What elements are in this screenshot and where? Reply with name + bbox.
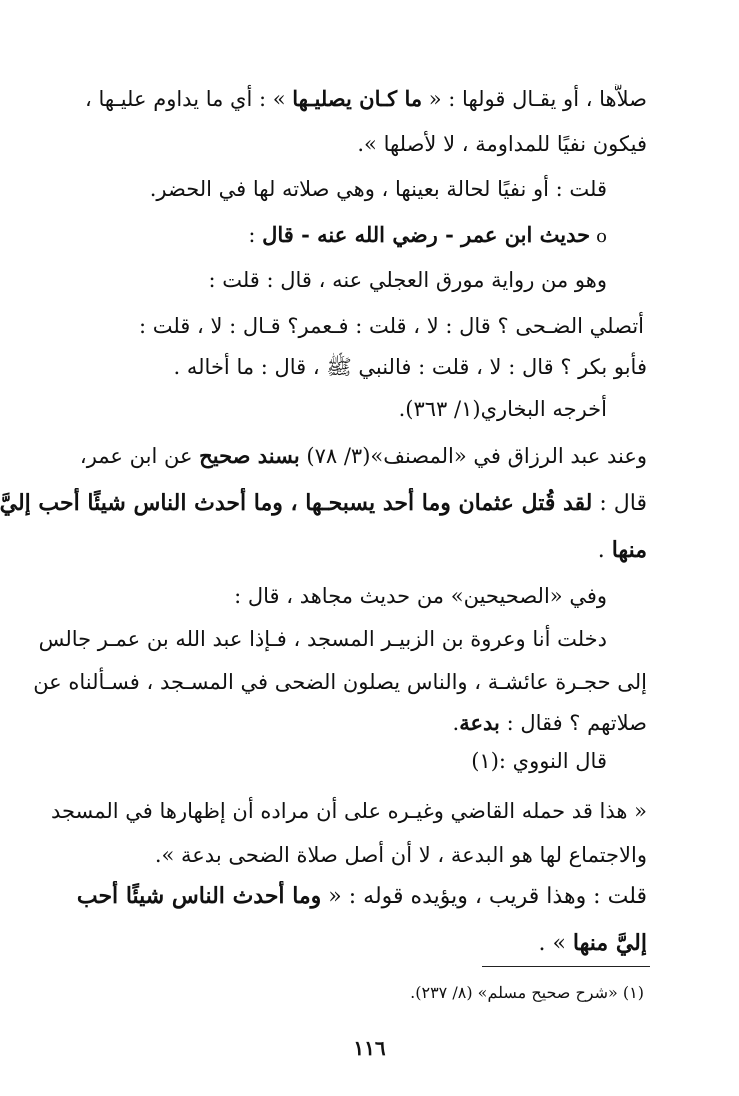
text-line-20: إليَّ منها » . [538, 930, 647, 956]
text-line-3: قلت : أو نفيًا لحالة بعينها ، وهي صلاته لها في الحضر. [149, 177, 607, 201]
section-heading: oحديث ابن عمر - رضي الله عنه - قال : [248, 222, 607, 247]
text-line-12: وفي «الصحيحين» من حديث مجاهد ، قال : [234, 584, 607, 608]
text-line-2: فيكون نفيًا للمداومة ، لا لأصلها ». [357, 132, 647, 156]
text-line-8: أخرجه البخاري(١/ ٣٦٣). [398, 397, 607, 421]
text-line-11: منها . [597, 537, 647, 563]
footnote: (١) «شرح صحيح مسلم» (٨/ ٢٣٧). [410, 983, 644, 1002]
text-line-13: دخلت أنا وعروة بن الزبيـر المسجد ، فـإذا عبد الله بن عمـر جالس [38, 627, 607, 651]
text-line-16: قال النووي :(١) [471, 749, 607, 773]
text-line-19: قلت : وهذا قريب ، ويؤيده قوله : « وما أحدث الناس شيئًا أحب [76, 883, 647, 909]
text-line-18: والاجتماع لها هو البدعة ، لا أن أصل صلاة الضحى بدعة ». [154, 843, 647, 867]
text-line-6: أتصلي الضـحى ؟ قال : لا ، قلت : فـعمر؟ قـال : لا ، قلت : [138, 314, 644, 338]
hollow-bullet-icon: o [596, 226, 607, 247]
text-line-5: وهو من رواية مورق العجلي عنه ، قال : قلت : [208, 268, 607, 292]
text-line-15: صلاتهم ؟ فقال : بدعة. [452, 710, 647, 735]
text-line-17: « هذا قد حمله القاضي وغيـره على أن مراده أن إظهارها في المسجد [50, 799, 647, 823]
footnote-separator [482, 966, 650, 967]
text-line-10: قال : لقد قُتل عثمان وما أحد يسبحـها ، وما أحدث الناس شيئًا أحب إليَّ [0, 490, 647, 516]
text-line-1: صلاَّها ، أو يقـال قولها : « ما كـان يصليـها » : أي ما يداوم عليـها ، [85, 86, 647, 111]
text-line-7: فأبو بكر ؟ قال : لا ، قلت : فالنبي ﷺ ، قال : ما أخاله . [173, 355, 647, 379]
page-number: ١١٦ [353, 1036, 386, 1060]
text-line-9: وعند عبد الرزاق في «المصنف»(٣/ ٧٨) بسند صحيح عن ابن عمر، [79, 443, 647, 468]
text-line-14: إلى حجـرة عائشـة ، والناس يصلون الضحى في المسـجد ، فسـألناه عن [33, 670, 647, 694]
